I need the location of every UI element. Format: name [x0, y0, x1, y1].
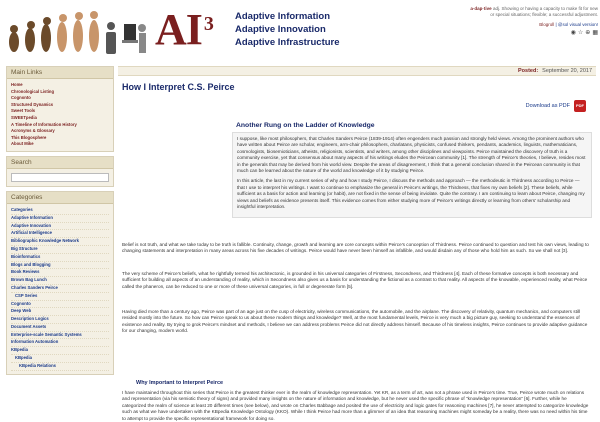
category-item[interactable]: Information Automation — [11, 339, 109, 347]
main-link-acronyms[interactable]: Acronyms & Glossary — [11, 128, 55, 134]
category-item[interactable]: Categories — [11, 207, 109, 215]
category-item[interactable]: Document Assets — [11, 324, 109, 332]
social-icons — [468, 30, 598, 36]
body-paragraph-1: Belief is not truth, and what we take today to be truth is fallible. Continuity, change, growth and learning are core concepts within Peirce's conception of Thirdness. Peirce continued to question and test his own views, leading to changing statements and interpretation in many areas across his five decades of writings. Peirce would have never been himself as infallible, and would disdain any of those who hold him as such. So we shall not [3]. — [122, 242, 589, 254]
category-item[interactable]: CSP Series — [11, 293, 109, 301]
main-link-structured-dynamics[interactable]: Structured Dynamics — [11, 101, 54, 107]
category-item[interactable]: Bibliographic Knowledge Network — [11, 238, 109, 246]
search-input[interactable] — [11, 173, 109, 182]
category-item[interactable]: Adaptive Information — [11, 215, 109, 223]
category-item[interactable]: KBpedia — [11, 347, 109, 355]
category-item[interactable]: Cognonto — [11, 301, 109, 309]
intro-paragraph-2: In this article, the last in my current series of why and how I study Peirce, I discuss the methods and approach — the methodeutic in Thirdness according to Peirce — that I use to interpret his writings. I want to continue to emphasize the general in Peirce's writings, the Thirdness, that fixes my own beliefs [2]. These beliefs, while sufficient as a basis for action and learning (or habit), are not fixed in the sense of being inviolate. Quite the contrary. I am continuing to learn about Peirce, changing my views and beliefs as evidence presents itself. This evidence comes from either studying more of Peirce's writings directly or learning from others' scholarship and insightful interpretation. — [237, 178, 585, 210]
body-paragraph-2: The very scheme of Peirce's beliefs, what he rightfully termed his architectonic, is grounded in his universal categories of Firstness, Secondness, and Thirdness [4]. Each of these formative concepts is both necessary and sufficient for building all aspects of an understanding of reality, which in Secondness also gives us a basis for understanding the fictional as a contrast to that reality. All aspects of the knowable, experienced reality, what Peirce called the phaneron, can be reduced to one or more of these universal categories, in full or degenerate form [5]. — [122, 271, 588, 289]
posted-date: September 20, 2017 — [542, 68, 592, 74]
site-tagline — [235, 10, 340, 49]
sidebar — [6, 66, 114, 400]
category-item[interactable]: Description Logics — [11, 316, 109, 324]
category-item[interactable]: Book Reviews — [11, 269, 109, 277]
search-title: Search — [7, 157, 113, 169]
category-item[interactable]: Big Structure — [11, 246, 109, 254]
main-links-list — [7, 79, 113, 151]
main-link-cognonto[interactable]: Cognonto — [11, 95, 31, 101]
tagline-1: Adaptive Information — [235, 11, 331, 22]
main-link-home[interactable]: Home — [11, 82, 23, 87]
category-item[interactable]: Blogs and Blogging — [11, 262, 109, 270]
bookmark-icon[interactable]: ☆ — [577, 30, 584, 36]
main-link-about[interactable]: About Mike — [11, 141, 34, 147]
category-item[interactable]: Artificial Intelligence — [11, 230, 109, 238]
category-item[interactable]: KBpedia — [11, 355, 109, 363]
categories-title: Categories — [7, 192, 113, 204]
site-logo[interactable]: AI $^3$ — [155, 5, 213, 54]
sitemap-icon[interactable]: ▦ — [592, 30, 598, 36]
header-right-panel — [468, 6, 598, 36]
main-link-sweet-tools[interactable]: Sweet Tools — [11, 108, 36, 114]
definition: a·dap·tive adj. Showing or having a capacity to make fit for new or special situations; flexible; a successful adjustment. — [470, 6, 598, 17]
main-link-sweetpedia[interactable]: SWEETpedia — [11, 114, 37, 120]
category-item[interactable]: Enterprise-scale Semantic Systems — [11, 332, 109, 340]
post-subheading: Another Rung on the Ladder of Knowledge — [236, 122, 375, 129]
tagline-3: Adaptive Infrastructure — [235, 37, 340, 48]
category-item[interactable]: KBpedia Relations — [11, 363, 109, 371]
main-link-timeline[interactable]: A Timeline of Information History — [11, 121, 77, 127]
pdf-icon[interactable]: PDF — [574, 100, 586, 112]
category-item[interactable]: Brown Bag Lunch — [11, 277, 109, 285]
main-content — [118, 66, 596, 421]
categories-list — [7, 204, 113, 374]
posted-bar: Posted: September 20, 2017 — [118, 66, 596, 76]
category-item[interactable]: Adaptive Innovation — [11, 223, 109, 231]
main-links-box — [6, 66, 114, 152]
main-link-blogosphere[interactable]: This Blogosphere — [11, 134, 47, 140]
category-item[interactable]: Deep Web — [11, 308, 109, 316]
evolution-illustration — [4, 2, 150, 60]
search-box — [6, 156, 114, 187]
category-item[interactable]: Charles Sanders Peirce — [11, 285, 109, 293]
main-links-title: Main Links — [7, 67, 113, 79]
body-paragraph-3: Having died more than a century ago, Peirce was part of an age just on the cusp of electricity, wireless communications, the automobile, and the airplane. The discovery of relativity, quantum mechanics, and computers still resided mostly into the future. So how can Peirce speak to us about these modern things and knowledge? Well, at the most fundamental levels, Peirce is very much a big picture guy, seeking to understand the essences of existence and reality. By trying to grok Peirce's mindset and methods, I believe we can address problems Peirce did not directly address himself. Because of his timeless insights, Peirce continues to provide adaptive guidance for our changing, modern world. — [122, 309, 588, 334]
share-icon[interactable]: ⊕ — [585, 30, 591, 36]
body-paragraph-4: I have maintained throughout this series that Peirce is the greatest thinker ever in the realm of knowledge representation. Yet KR, as a term of art, was not a phrase used in Peirce's time. True, Peirce wrote much on relations and representation (via his semiotic theory of signs) and provided many insights on the nature of information and knowledge, but he never used the specific phrase of "knowledge representation" [6]. Further, while he categorized the realm of science at least 20 different times (see below), and wrote on Charles Babbage and posited the use of electricity and logic gates for reasoning machines [7], he never attempted to categorize knowledge such as what we have undertaken with the KBpedia Knowledge Ontology (KKO). While I think Peirce had more than a glimmer of an idea that reasoning machines might someday be a reality, there was no need within his time to attempt to provide the specific representational framework for doing so. — [122, 390, 589, 421]
intro-paragraph-1: I suppose, like most philosophers, that Charles Sanders Peirce (1839-1914) often engenders much passion and strongly held views. Among the prominent authors who have written about Peirce are scholar, engineers, arm-chair philosophers, charlatans, physicists, confused thinkers, pendants, academics, linguists, mathematicians, cosmologists, biosemioticians, atheists, religionists, scientists, and writers, among other disciplines and viewpoints. Peirce maintained the discovery of truth is a community exercise, yet that consensus about many aspects of his writings eludes the Peircean community [1]. The strength of Peirce's theories, I believe, resides most in the generals that may be derived from his world view. Despite the areas of disagreement, I think that a general conclusion shared in the Peircean community is that much can be learned about the nature of the world and knowledge of it by studying Peirce. — [237, 136, 586, 174]
post-title[interactable]: How I Interpret C.S. Peirce — [122, 82, 235, 92]
download-pdf-link[interactable]: Download as PDF — [525, 103, 570, 109]
tagline-2: Adaptive Innovation — [235, 24, 326, 35]
rss-icon[interactable]: ◉ — [570, 30, 576, 36]
blogroll-link[interactable]: Blogroll | @sol visual version! — [539, 22, 598, 27]
site-header — [0, 0, 600, 62]
main-link-chronological[interactable]: Chronological Listing — [11, 88, 55, 94]
section-heading: Why Important to Interpret Peirce — [136, 380, 224, 386]
category-item[interactable]: Bioinformatics — [11, 254, 109, 262]
categories-box — [6, 191, 114, 375]
intro-box — [232, 132, 592, 218]
